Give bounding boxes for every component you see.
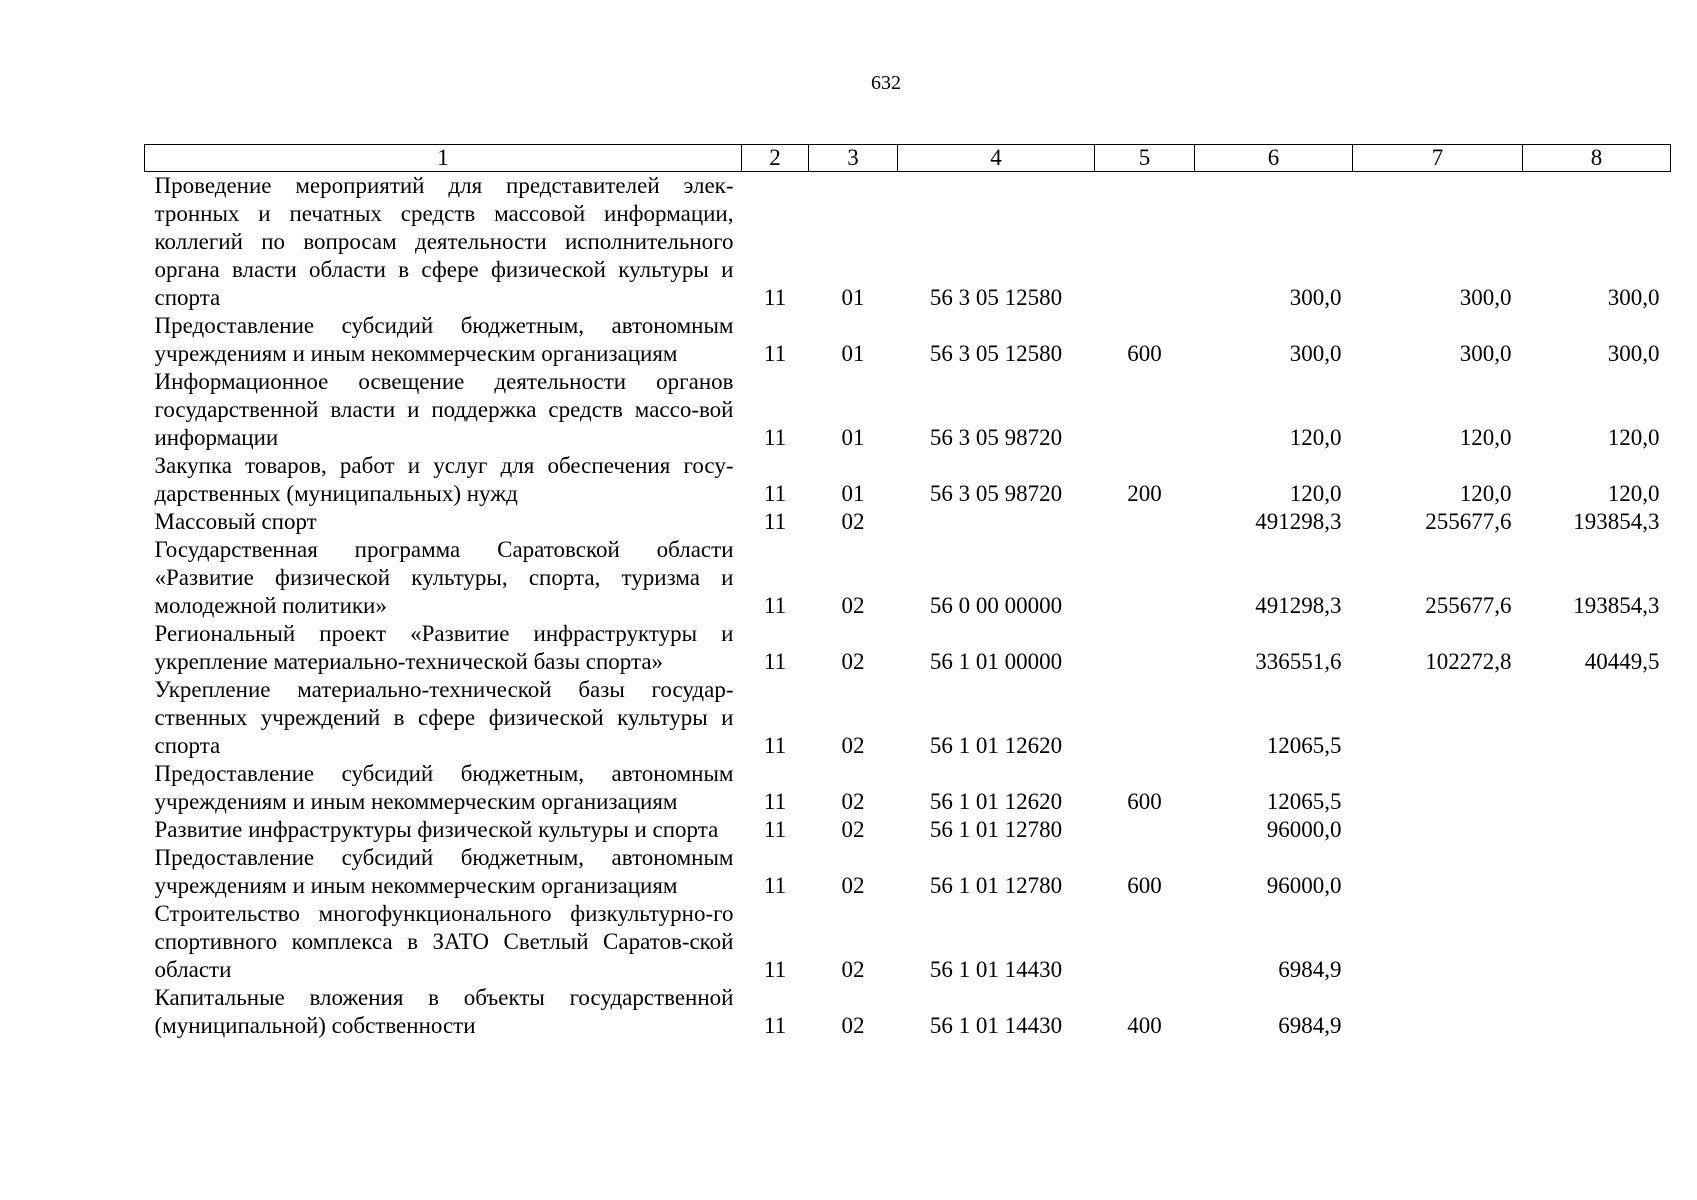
row-name: Предоставление субсидий бюджетным, автономным учреждениям и иным некоммерческим организациям <box>154 313 734 366</box>
row-target-code: 56 1 01 12780 <box>929 817 1063 842</box>
row-section: 11 <box>763 817 787 842</box>
page-number: 632 <box>871 72 901 94</box>
row-amount-col8 <box>1523 844 1671 900</box>
row-amount-col6: 6984,9 <box>1278 1013 1342 1038</box>
row-subsection: 01 <box>841 285 865 310</box>
row-amount-col6: 120,0 <box>1289 425 1342 450</box>
budget-table <box>144 144 1671 1040</box>
row-amount-col7: 255677,6 <box>1425 509 1512 534</box>
row-section: 11 <box>763 789 787 814</box>
row-amount-col8: 40449,5 <box>1584 649 1660 674</box>
row-amount-col6: 96000,0 <box>1266 873 1342 898</box>
row-expense-type <box>1095 536 1195 620</box>
row-expense-type <box>1095 508 1195 536</box>
row-amount-col7: 300,0 <box>1459 285 1512 310</box>
row-target-code: 56 0 00 00000 <box>929 593 1063 618</box>
row-amount-col8 <box>1523 900 1671 984</box>
row-amount-col6: 336551,6 <box>1255 649 1342 674</box>
column-header-4: 4 <box>898 145 1095 172</box>
row-amount-col6: 300,0 <box>1289 285 1342 310</box>
row-amount-col6: 491298,3 <box>1255 509 1342 534</box>
row-amount-col8 <box>1523 676 1671 760</box>
row-section: 11 <box>763 649 787 674</box>
row-section: 11 <box>763 341 787 366</box>
table-row <box>145 172 1671 313</box>
row-expense-type <box>1095 900 1195 984</box>
row-amount-col7 <box>1353 676 1523 760</box>
row-amount-col6: 6984,9 <box>1278 957 1342 982</box>
row-amount-col6: 491298,3 <box>1255 593 1342 618</box>
row-amount-col7: 120,0 <box>1459 481 1512 506</box>
column-header-2: 2 <box>742 145 809 172</box>
row-amount-col8 <box>1523 984 1671 1040</box>
row-expense-type <box>1095 816 1195 844</box>
column-header-7: 7 <box>1353 145 1523 172</box>
row-subsection: 02 <box>841 789 865 814</box>
row-subsection: 02 <box>841 957 865 982</box>
row-expense-type <box>1095 676 1195 760</box>
row-target-code: 56 3 05 98720 <box>929 425 1063 450</box>
row-amount-col8: 193854,3 <box>1573 593 1660 618</box>
row-section: 11 <box>763 285 787 310</box>
table-row <box>145 452 1671 508</box>
row-amount-col8: 193854,3 <box>1573 509 1660 534</box>
row-name: Государственная программа Саратовской области «Развитие физической культуры, спорта, туризма и молодежной политики» <box>154 537 734 618</box>
row-target-code <box>898 508 1095 536</box>
column-header-6: 6 <box>1195 145 1353 172</box>
row-amount-col8: 300,0 <box>1607 341 1660 366</box>
row-name: Информационное освещение деятельности органов государственной власти и поддержка средств массо-вой информации <box>154 369 734 450</box>
row-amount-col8 <box>1523 760 1671 816</box>
row-subsection: 02 <box>841 873 865 898</box>
table-row <box>145 900 1671 984</box>
row-name: Проведение мероприятий для представителей элек-тронных и печатных средств массовой информации, коллегий по вопросам деятельности исполнительного органа власти области в сфере физической культуры и спорта <box>154 173 734 310</box>
row-section: 11 <box>763 733 787 758</box>
row-target-code: 56 1 01 12780 <box>929 873 1063 898</box>
table-row <box>145 844 1671 900</box>
row-amount-col7 <box>1353 900 1523 984</box>
row-target-code: 56 3 05 98720 <box>929 481 1063 506</box>
row-target-code: 56 1 01 12620 <box>929 733 1063 758</box>
row-expense-type: 600 <box>1127 873 1162 898</box>
row-subsection: 02 <box>841 1013 865 1038</box>
table-row <box>145 508 1671 536</box>
row-section: 11 <box>763 509 787 534</box>
row-expense-type: 600 <box>1127 789 1162 814</box>
row-subsection: 01 <box>841 425 865 450</box>
row-amount-col8: 300,0 <box>1607 285 1660 310</box>
row-expense-type <box>1095 368 1195 452</box>
row-amount-col7 <box>1353 984 1523 1040</box>
row-subsection: 01 <box>841 481 865 506</box>
row-amount-col8 <box>1523 816 1671 844</box>
row-subsection: 02 <box>841 509 865 534</box>
row-expense-type: 400 <box>1127 1013 1162 1038</box>
row-name: Предоставление субсидий бюджетным, автономным учреждениям и иным некоммерческим организациям <box>154 845 734 898</box>
column-header-5: 5 <box>1095 145 1195 172</box>
row-target-code: 56 1 01 14430 <box>929 957 1063 982</box>
row-section: 11 <box>763 593 787 618</box>
row-amount-col7 <box>1353 760 1523 816</box>
row-name: Развитие инфраструктуры физической культуры и спорта <box>154 817 719 842</box>
row-amount-col6: 12065,5 <box>1266 789 1342 814</box>
row-target-code: 56 1 01 00000 <box>929 649 1063 674</box>
row-target-code: 56 1 01 12620 <box>929 789 1063 814</box>
row-target-code: 56 1 01 14430 <box>929 1013 1063 1038</box>
table-row <box>145 816 1671 844</box>
table-body <box>145 172 1671 1041</box>
row-amount-col8: 120,0 <box>1607 425 1660 450</box>
row-subsection: 02 <box>841 733 865 758</box>
table-row <box>145 620 1671 676</box>
column-header-8: 8 <box>1523 145 1671 172</box>
row-subsection: 02 <box>841 649 865 674</box>
row-expense-type: 600 <box>1127 341 1162 366</box>
row-name: Капитальные вложения в объекты государственной (муниципальной) собственности <box>154 985 734 1038</box>
row-subsection: 02 <box>841 593 865 618</box>
row-expense-type: 200 <box>1127 481 1162 506</box>
row-amount-col6: 120,0 <box>1289 481 1342 506</box>
row-target-code: 56 3 05 12580 <box>929 285 1063 310</box>
row-name: Закупка товаров, работ и услуг для обеспечения госу-дарственных (муниципальных) нужд <box>154 453 734 506</box>
row-amount-col7 <box>1353 816 1523 844</box>
table-row <box>145 536 1671 620</box>
row-subsection: 02 <box>841 817 865 842</box>
row-amount-col7 <box>1353 844 1523 900</box>
row-amount-col6: 96000,0 <box>1266 817 1342 842</box>
row-name: Массовый спорт <box>154 509 317 534</box>
table-row <box>145 676 1671 760</box>
row-name: Региональный проект «Развитие инфраструктуры и укрепление материально-технической базы спорта» <box>154 621 734 674</box>
row-expense-type <box>1095 620 1195 676</box>
row-section: 11 <box>763 481 787 506</box>
row-expense-type <box>1095 172 1195 313</box>
row-target-code: 56 3 05 12580 <box>929 341 1063 366</box>
row-name: Предоставление субсидий бюджетным, автономным учреждениям и иным некоммерческим организациям <box>154 761 734 814</box>
row-section: 11 <box>763 957 787 982</box>
row-section: 11 <box>763 425 787 450</box>
row-amount-col7: 102272,8 <box>1425 649 1512 674</box>
row-section: 11 <box>763 1013 787 1038</box>
row-name: Укрепление материально-технической базы государ-ственных учреждений в сфере физической культуры и спорта <box>154 677 734 758</box>
header-row <box>145 145 1671 172</box>
row-amount-col7: 255677,6 <box>1425 593 1512 618</box>
row-subsection: 01 <box>841 341 865 366</box>
row-amount-col6: 300,0 <box>1289 341 1342 366</box>
row-section: 11 <box>763 873 787 898</box>
row-amount-col6: 12065,5 <box>1266 733 1342 758</box>
table-row <box>145 312 1671 368</box>
column-header-3: 3 <box>809 145 898 172</box>
table-row <box>145 368 1671 452</box>
row-name: Строительство многофункционального физкультурно-го спортивного комплекса в ЗАТО Светлый Саратов-ской области <box>154 901 734 982</box>
row-amount-col8: 120,0 <box>1607 481 1660 506</box>
table-row <box>145 984 1671 1040</box>
row-amount-col7: 300,0 <box>1459 341 1512 366</box>
row-amount-col7: 120,0 <box>1459 425 1512 450</box>
column-header-1: 1 <box>145 145 742 172</box>
table-row <box>145 760 1671 816</box>
